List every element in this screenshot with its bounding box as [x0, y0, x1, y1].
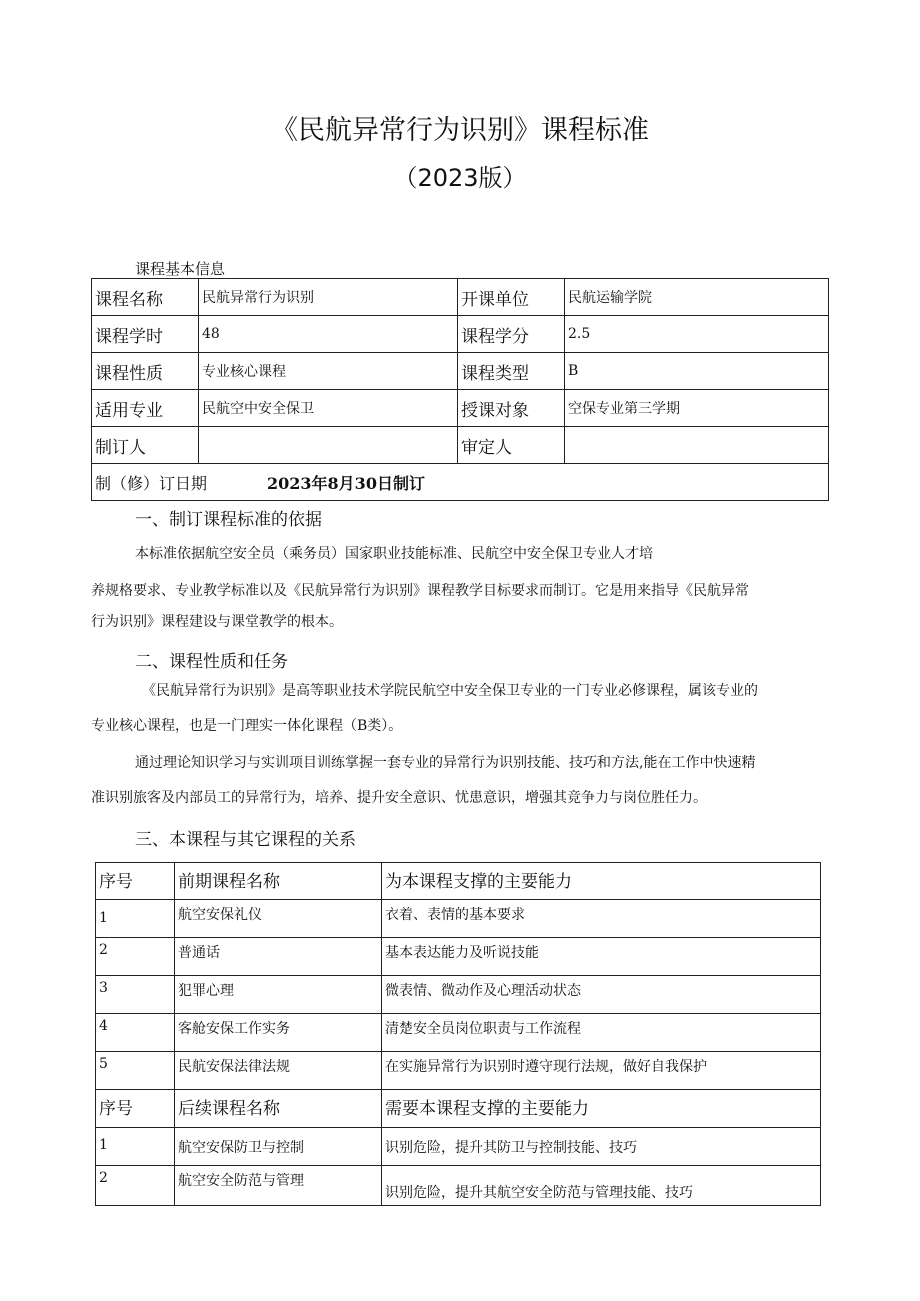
- info-date-row: [92, 464, 829, 501]
- label-nature: 课程性质: [92, 353, 199, 390]
- table-row: [96, 1052, 821, 1090]
- label-department: 开课单位: [458, 279, 565, 316]
- label-credits: 课程学分: [458, 316, 565, 353]
- revision-date-value: 2023年8月30日制订: [267, 473, 425, 493]
- value-type: B: [565, 353, 829, 390]
- header-prior-name: 前期课程名称: [175, 863, 382, 900]
- section-2-p2-line-2: 准识别旅客及内部员工的异常行为，培养、提升安全意识、忧患意识，增强其竞争力与岗位胜任力。: [91, 790, 707, 806]
- label-author: 制订人: [92, 427, 199, 464]
- row-ability: 识别危险，提升其防卫与控制技能、技巧: [382, 1128, 821, 1166]
- info-row: [92, 316, 829, 353]
- row-ability: 微表情、微动作及心理活动状态: [382, 976, 821, 1014]
- row-course-name: 普通话: [175, 938, 382, 976]
- row-ability: 基本表达能力及听说技能: [382, 938, 821, 976]
- value-nature: 专业核心课程: [199, 353, 458, 390]
- table-row: [96, 1128, 821, 1166]
- header-later-name: 后续课程名称: [175, 1090, 382, 1128]
- info-row: [92, 390, 829, 427]
- table-row: [96, 1014, 821, 1052]
- label-hours: 课程学时: [92, 316, 199, 353]
- label-reviewer: 审定人: [458, 427, 565, 464]
- row-ability: 在实施异常行为识别时遵守现行法规，做好自我保护: [382, 1052, 821, 1090]
- section-1-line-3: 行为识别》课程建设与课堂教学的根本。: [91, 614, 343, 630]
- row-no: 2: [96, 938, 175, 976]
- document-title: 《民航异常行为识别》课程标准: [271, 115, 649, 146]
- value-department: 民航运输学院: [565, 279, 829, 316]
- row-course-name: 航空安全防范与管理: [175, 1166, 382, 1206]
- document-version: （2023版）: [393, 164, 527, 192]
- value-hours: 48: [199, 316, 458, 353]
- table-row: [96, 900, 821, 938]
- row-course-name: 民航安保法律法规: [175, 1052, 382, 1090]
- course-info-table: [91, 278, 829, 501]
- label-type: 课程类型: [458, 353, 565, 390]
- table-row: [96, 938, 821, 976]
- section-3-heading: 三、本课程与其它课程的关系: [135, 830, 356, 850]
- row-ability: 清楚安全员岗位职责与工作流程: [382, 1014, 821, 1052]
- course-relation-table: [95, 862, 821, 1206]
- table-row: [96, 976, 821, 1014]
- revision-date-label: 制（修）订日期: [95, 473, 208, 493]
- prior-header-row: [96, 863, 821, 900]
- label-course-name: 课程名称: [92, 279, 199, 316]
- row-ability: 衣着、表情的基本要求: [382, 900, 821, 938]
- section-1-heading: 一、制订课程标准的依据: [135, 510, 322, 530]
- row-course-name: 客舱安保工作实务: [175, 1014, 382, 1052]
- label-audience: 授课对象: [458, 390, 565, 427]
- row-no: 2: [96, 1166, 175, 1206]
- row-course-name: 航空安保礼仪: [175, 900, 382, 938]
- table-row: [96, 1166, 821, 1206]
- value-major: 民航空中安全保卫: [199, 390, 458, 427]
- info-row: [92, 427, 829, 464]
- section-1-line-1: 本标准依据航空安全员（乘务员）国家职业技能标准、民航空中安全保卫专业人才培: [135, 546, 653, 562]
- row-no: 1: [96, 900, 175, 938]
- header-later-ability: 需要本课程支撑的主要能力: [382, 1090, 821, 1128]
- label-major: 适用专业: [92, 390, 199, 427]
- info-row: [92, 353, 829, 390]
- section-2-heading: 二、课程性质和任务: [135, 652, 288, 672]
- row-no: 5: [96, 1052, 175, 1090]
- header-no: 序号: [96, 1090, 175, 1128]
- value-course-name: 民航异常行为识别: [199, 279, 458, 316]
- header-no: 序号: [96, 863, 175, 900]
- row-course-name: 犯罪心理: [175, 976, 382, 1014]
- value-audience: 空保专业第三学期: [565, 390, 829, 427]
- revision-date-cell: [92, 464, 829, 501]
- row-no: 3: [96, 976, 175, 1014]
- info-row: [92, 279, 829, 316]
- section-1-line-2: 养规格要求、专业教学标准以及《民航异常行为识别》课程教学目标要求而制订。它是用来指导《民航异常: [91, 583, 749, 599]
- value-author: [199, 427, 458, 464]
- section-2-p1-line-2: 专业核心课程，也是一门理实一体化课程（B类）。: [91, 718, 403, 734]
- value-credits: 2.5: [565, 316, 829, 353]
- value-reviewer: [565, 427, 829, 464]
- later-header-row: [96, 1090, 821, 1128]
- section-2-p1-line-1: 《民航异常行为识别》是高等职业技术学院民航空中安全保卫专业的一门专业必修课程，属该专业的: [142, 683, 758, 699]
- row-ability: 识别危险，提升其航空安全防范与管理技能、技巧: [382, 1166, 821, 1206]
- row-no: 4: [96, 1014, 175, 1052]
- header-prior-ability: 为本课程支撑的主要能力: [382, 863, 821, 900]
- section-2-p2-line-1: 通过理论知识学习与实训项目训练掌握一套专业的异常行为识别技能、技巧和方法,能在工作中快速精: [135, 755, 756, 771]
- info-caption: 课程基本信息: [135, 260, 226, 278]
- row-no: 1: [96, 1128, 175, 1166]
- row-course-name: 航空安保防卫与控制: [175, 1128, 382, 1166]
